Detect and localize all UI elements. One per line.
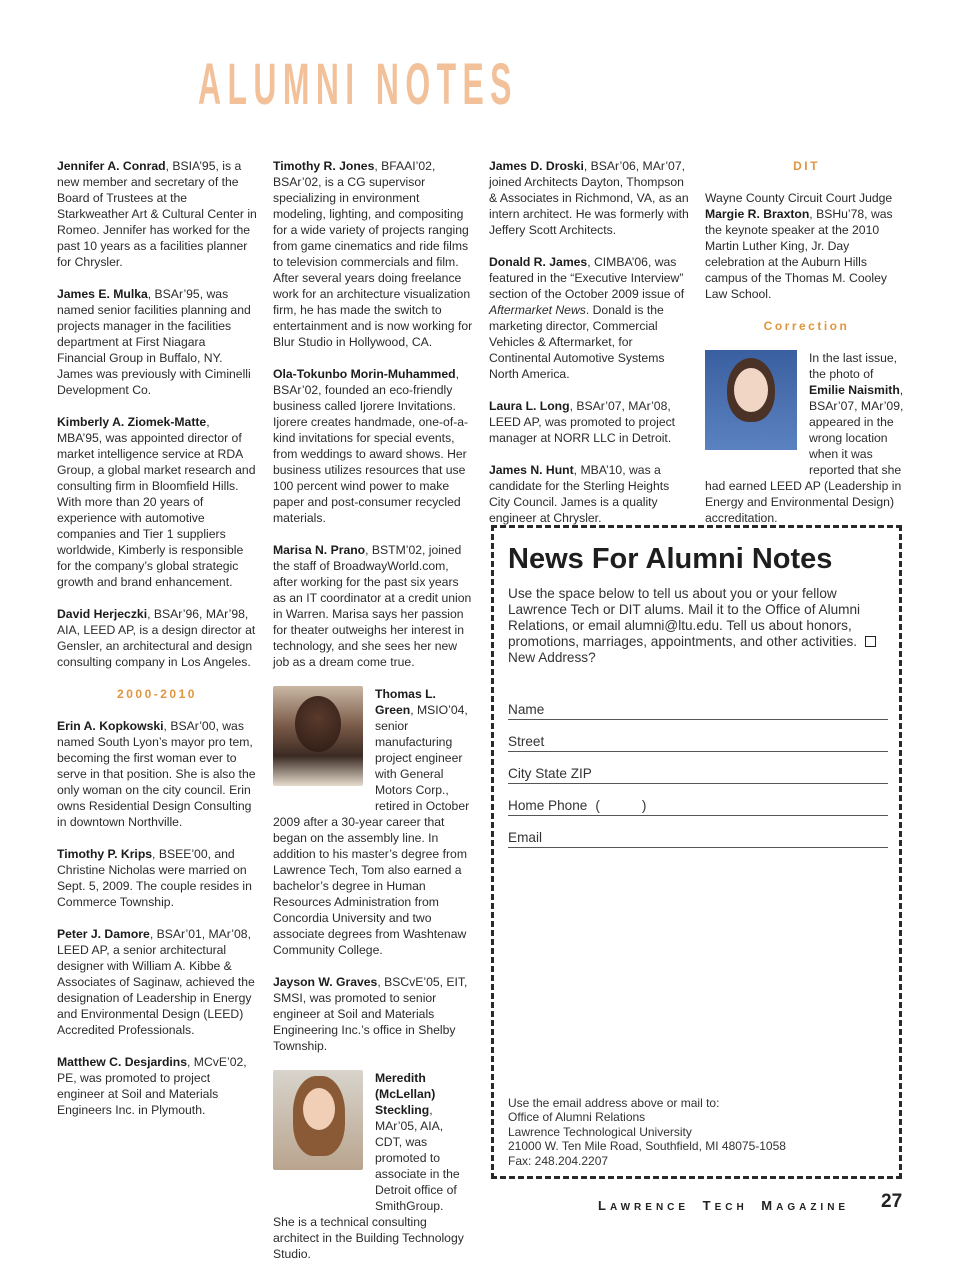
correction-rest: had earned LEED AP (Leadership in Energy and Environmental Design) accreditation. xyxy=(705,479,902,525)
form-title: News For Alumni Notes xyxy=(508,543,833,575)
column-3 xyxy=(489,158,689,542)
note-desjardins: Matthew C. Desjardins, MCvE’02, PE, was promoted to project engineer at Soil and Materials Engineers Inc. in Plymouth. xyxy=(57,1055,247,1117)
masthead-title xyxy=(198,52,512,116)
note-long: Laura L. Long, BSAr’07, MAr’08, LEED AP, was promoted to project manager at NORR LLC in Detroit. xyxy=(489,399,676,445)
masthead-letter: A xyxy=(198,51,222,117)
note-braxton: Wayne County Circuit Court Judge Margie R. Braxton, BSHu’78, was the keynote speaker at the 2010 Martin Luther King, Jr. Day celebration at the Auburn Hills campus of the Thomas M. Cooley Law School. xyxy=(705,191,893,301)
note-green-block xyxy=(273,686,473,814)
note-ziomek-matte: Kimberly A. Ziomek-Matte, MBA’95, was appointed director of market intelligence service at RDA Group, a global market research and consulting firm in Bloomfield Hills. With more than 20 years of experience with automotive companies and Tier 1 suppliers worldwide, Kimberly is responsible for the company’s global strategic growth and brand enhancement. xyxy=(57,415,256,589)
note-steckling-rest: She is a technical consulting architect in the Building Technology Studio. xyxy=(273,1215,464,1261)
note-donald-james: Donald R. James, CIMBA’06, was featured in the “Executive Interview” section of the October 2009 issue of Aftermarket News. Donald is the marketing director, Commercial Vehicles & Aftermarket, for Continental Automotive Systems North America. xyxy=(489,255,685,381)
note-herjeczki: David Herjeczki, BSAr’96, MAr’98, AIA, LEED AP, is a design director at Gensler, an architectural and design consulting company in Los Angeles. xyxy=(57,607,256,669)
correction-side: In the last issue, the photo of Emilie Naismith, BSAr’07, MAr’09, appeared in the wrong location when it was reported that she xyxy=(809,351,904,477)
note-graves: Jayson W. Graves, BSCvE’05, EIT, SMSI, was promoted to senior engineer at Soil and Materials Engineering Inc.’s office in Shelby Township. xyxy=(273,975,468,1053)
form-footer-line: Office of Alumni Relations xyxy=(508,1110,646,1125)
masthead-letter: L xyxy=(227,51,247,117)
street-field[interactable] xyxy=(508,720,888,752)
email-field[interactable] xyxy=(508,816,888,848)
masthead-letter: M xyxy=(282,51,310,117)
home-phone-field[interactable] xyxy=(508,784,888,816)
masthead-letter: S xyxy=(490,51,512,117)
new-address-checkbox[interactable] xyxy=(865,636,876,647)
note-morin-muhammed: Ola-Tokunbo Morin-Muhammed, BSAr’02, founded an eco-friendly business called Ijorere Invitations. Ijorere creates handmade, one-of-a-kind invitations for special events, from weddings to award shows. Her business utilizes resources that use 100 percent wind power to make paper and post-consumer recycled materials. xyxy=(273,367,469,525)
section-head-2000-2010: 2000-2010 xyxy=(117,687,197,701)
note-hunt: James N. Hunt, MBA’10, was a candidate for the Sterling Heights City Council. James is a quality engineer at Chrysler. xyxy=(489,463,670,525)
masthead-letter: N xyxy=(315,51,339,117)
note-krips: Timothy P. Krips, BSEE’00, and Christine Nicholas were married on Sept. 5, 2009. The couple resides in Commerce Township. xyxy=(57,847,252,909)
masthead-letter xyxy=(361,51,370,118)
note-damore: Peter J. Damore, BSAr’01, MAr’08, LEED AP, a senior architectural designer with William A. Kibbe & Associates of Saginaw, achieved the designation of Leadership in Energy and Environmental Design (LEED) Accredited Professionals. xyxy=(57,927,255,1037)
form-mailing-address xyxy=(508,1096,786,1168)
column-1 xyxy=(57,158,257,1134)
form-footer-line: Fax: 248.204.2207 xyxy=(508,1153,609,1168)
correction-block xyxy=(705,350,908,478)
name-field-label: Name xyxy=(508,702,545,717)
form-footer-line: 21000 W. Ten Mile Road, Southfield, MI 48075-1058 xyxy=(508,1139,786,1154)
note-steckling-side: Meredith (McLellan) Steckling, MAr’05, AIA, CDT, was promoted to associate in the Detroit office of SmithGroup. xyxy=(375,1071,460,1213)
column-4 xyxy=(705,158,908,542)
email-field-label: Email xyxy=(508,830,542,845)
note-mulka: James E. Mulka, BSAr’95, was named senior facilities planning and projects manager in the facilities department at First Niagara Financial Group in Buffalo, NY. James was previously with Ciminelli Development Co. xyxy=(57,287,251,397)
phone-paren-open: ( xyxy=(595,798,600,813)
note-kopkowski: Erin A. Kopkowski, BSAr’00, was named South Lyon’s mayor pro tem, becoming the first woman ever to serve in that position. She is also the only woman on the city council. Erin owns Residential Design Consulting in downtown Northville. xyxy=(57,719,256,829)
section-head-dit: DIT xyxy=(793,159,820,173)
form-description: Use the space below to tell us about you or your fellow Lawrence Tech or DIT alums. Mail it to the Office of Alumni Relations, or email alumni@ltu.edu. Tell us about honors, promotions, marriages, appointments, and other activities. New Address? xyxy=(508,586,885,666)
masthead-letter: U xyxy=(253,51,277,117)
page-number: 27 xyxy=(881,1191,903,1212)
note-green-rest: 2009 after a 30-year career that began on the assembly line. In addition to his master’s degree from Lawrence Tech, Tom also earned a bachelor’s degree in Human Resources Administration from Concordia University and two associate degrees from Washtenaw Community College. xyxy=(273,815,467,957)
note-droski: James D. Droski, BSAr’06, MAr’07, joined Architects Dayton, Thompson & Associates in Richmond, VA, as an intern architect. He was formerly with Jeffery Scott Architects. xyxy=(489,159,689,237)
photo-emilie-naismith xyxy=(705,350,797,450)
form-footer-line: Use the email address above or mail to: xyxy=(508,1095,720,1110)
note-green-side: Thomas L. Green, MSIO’04, senior manufacturing project engineer with General Motors Corp., retired in October xyxy=(375,687,470,813)
masthead-letter: N xyxy=(375,51,399,117)
photo-meredith-steckling xyxy=(273,1070,363,1170)
column-2 xyxy=(273,158,473,1278)
note-jones: Timothy R. Jones, BFAAI’02, BSAr’02, is a CG supervisor specializing in environment modeling, lighting, and compositing for a wide variety of projects ranging from game cinematics and ride films to television commercials and film. After several years doing freelance work for an architecture visualization firm, he has made the switch to entertainment and is now working for Blur Studio in Hollywood, CA. xyxy=(273,159,473,349)
note-prano: Marisa N. Prano, BSTM’02, joined the staff of BroadwayWorld.com, after working for the past six years as an IT coordinator at a credit union in Warren. Marisa says her passion for theater outweighs her interest in technology, and she sees her new job as a dream come true. xyxy=(273,543,472,669)
section-head-correction: Correction xyxy=(763,319,850,333)
name-field[interactable] xyxy=(508,688,888,720)
form-footer-line: Lawrence Technological University xyxy=(508,1124,692,1139)
new-address-label: New Address? xyxy=(508,650,596,665)
city-field-label: City State ZIP xyxy=(508,766,592,781)
city-state-zip-field[interactable] xyxy=(508,752,888,784)
note-steckling-block xyxy=(273,1070,473,1214)
phone-paren-close: ) xyxy=(641,798,647,813)
note-conrad: Jennifer A. Conrad, BSIA’95, is a new member and secretary of the Board of Trustees at the Starkweather Art & Cultural Center in Romeo. Jennifer has worked for the past 10 years as a facilities planner for Chrysler. xyxy=(57,159,257,269)
magazine-name: LAWRENCE TECH MAGAZINE xyxy=(598,1198,850,1213)
phone-field-label: Home Phone xyxy=(508,798,588,813)
masthead-letter: I xyxy=(345,51,355,117)
masthead-letter: O xyxy=(405,51,431,117)
masthead-letter: T xyxy=(436,51,457,117)
alumni-notes-form xyxy=(491,525,902,1179)
photo-thomas-green xyxy=(273,686,363,786)
street-field-label: Street xyxy=(508,734,545,749)
masthead-letter: E xyxy=(462,51,484,117)
